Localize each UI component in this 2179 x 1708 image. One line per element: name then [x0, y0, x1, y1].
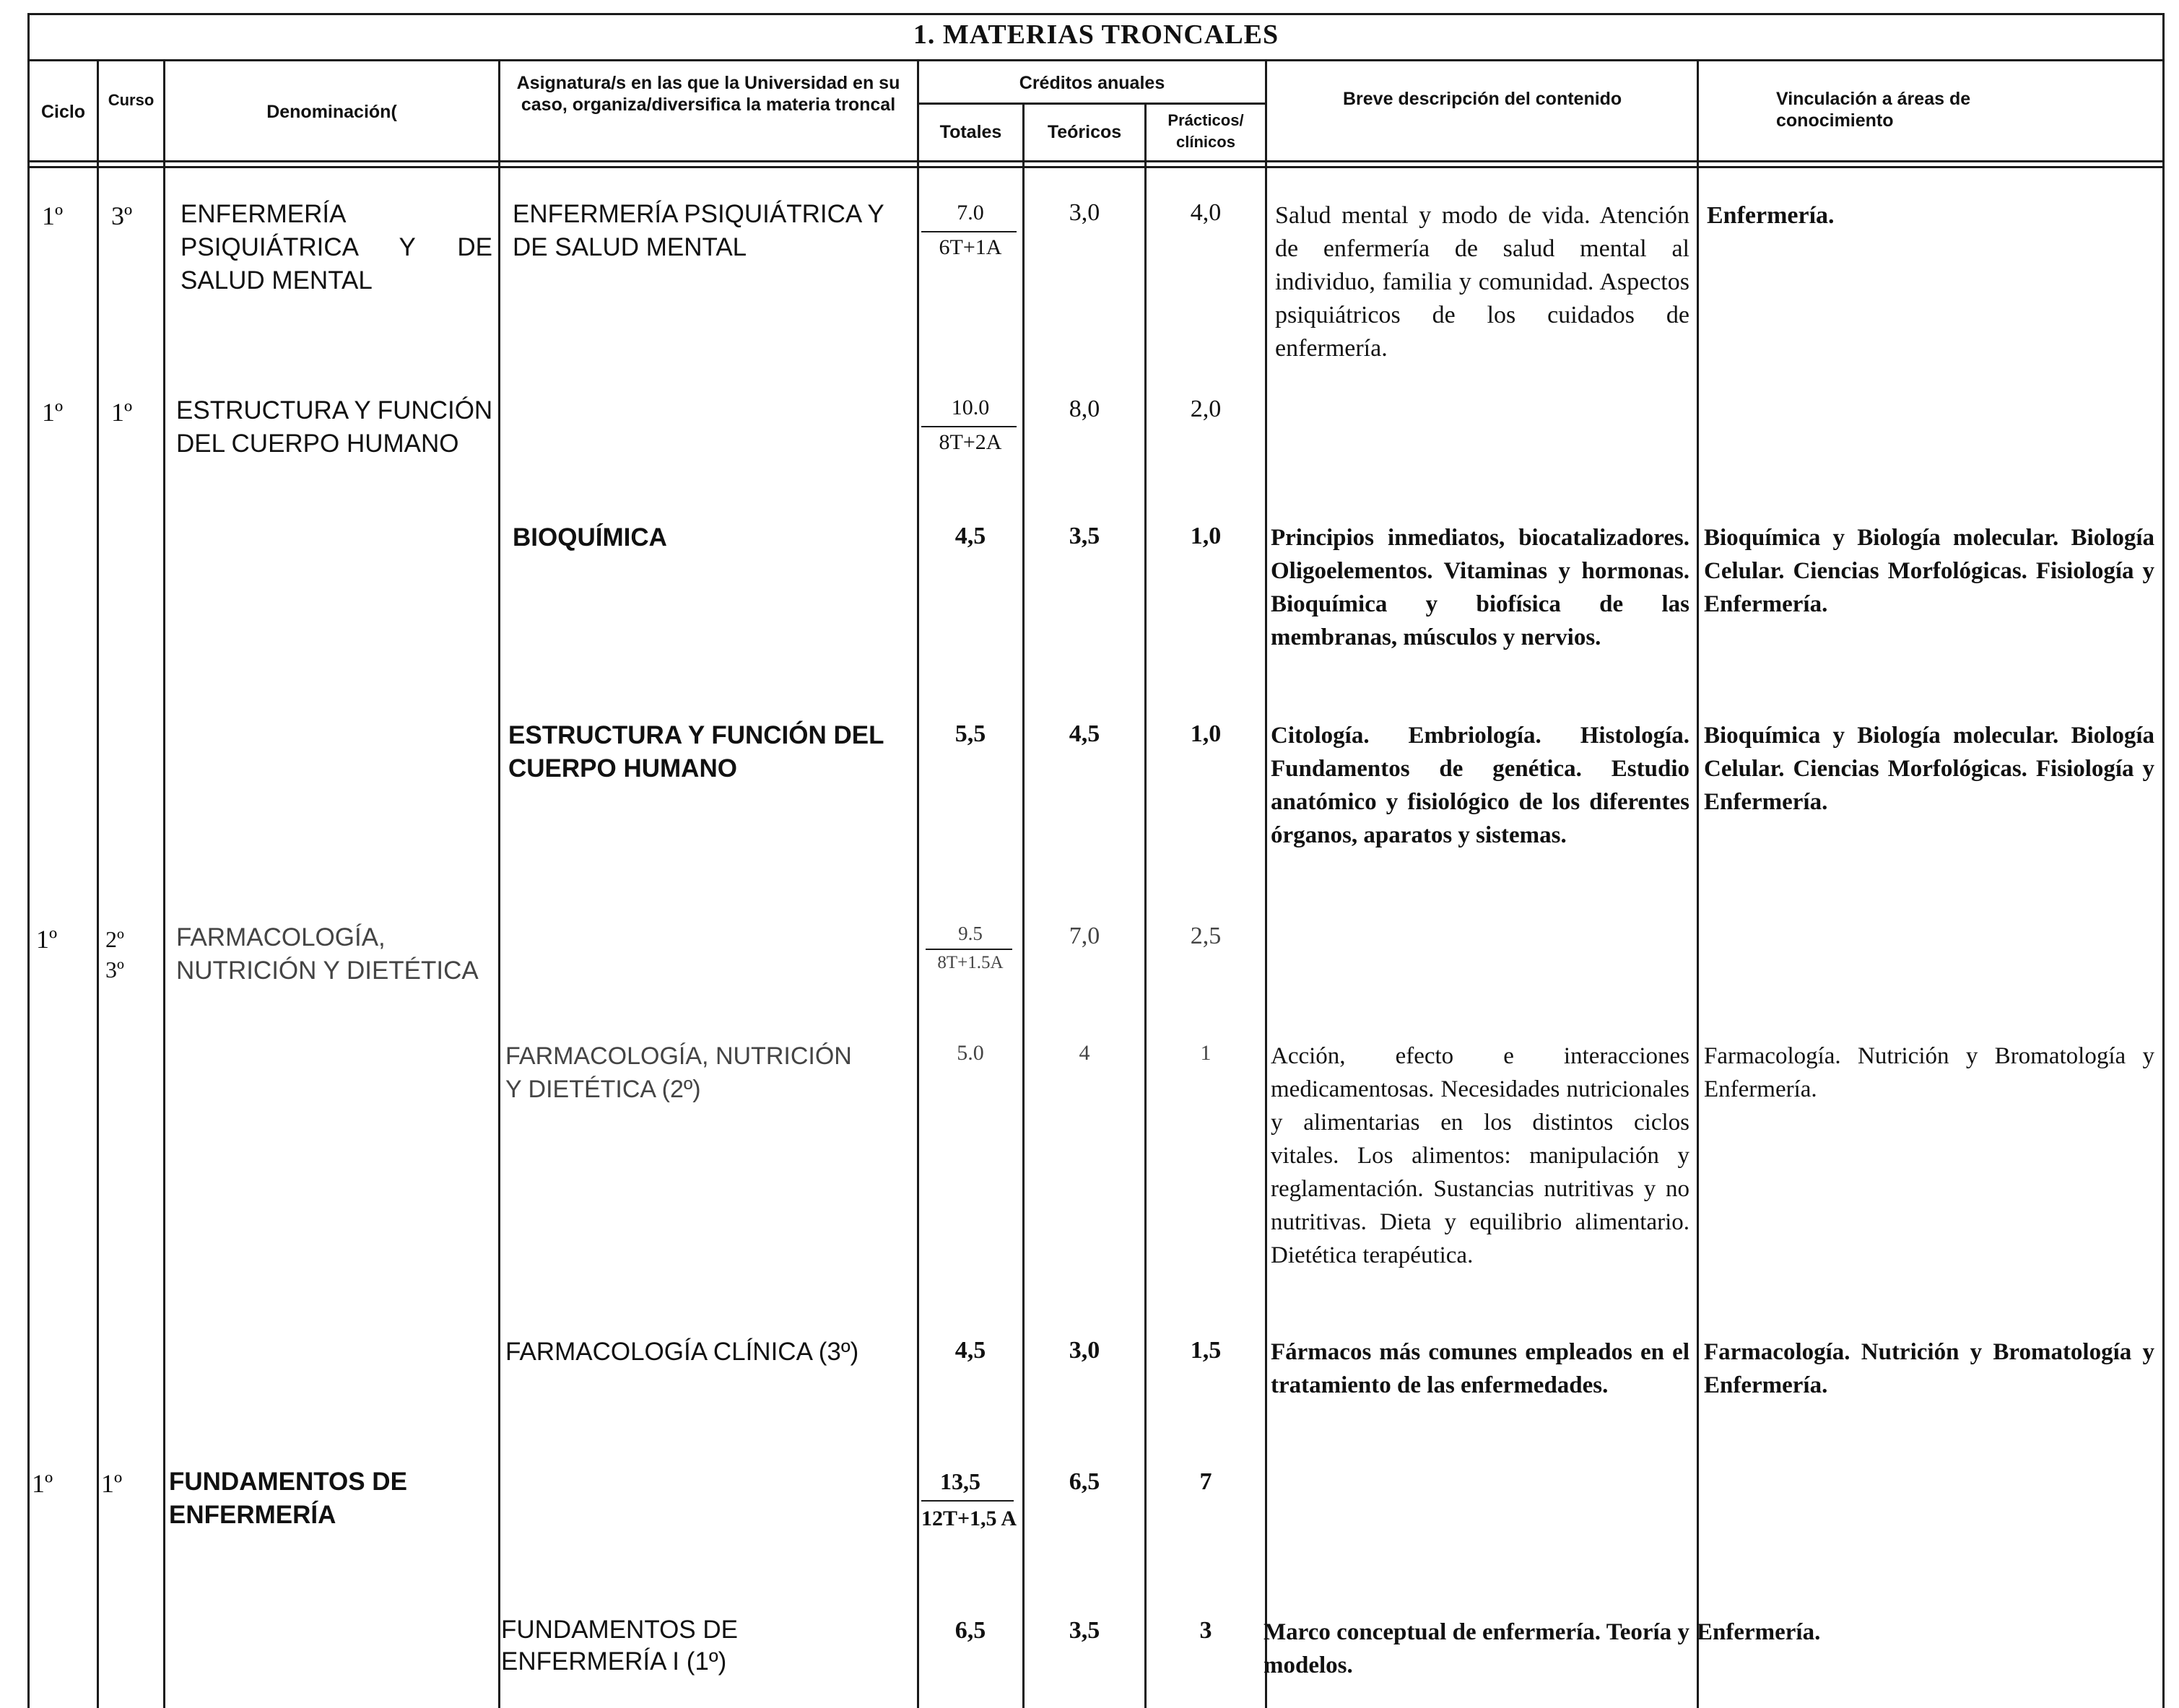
row6-totales: 5.0	[957, 1041, 984, 1065]
header-totales: Totales	[939, 122, 1002, 142]
row1-practicos: 4,0	[1190, 199, 1222, 226]
row9-vinculacion: Enfermería.	[1697, 1619, 1821, 1645]
column-divider-teoricos	[1144, 103, 1147, 1708]
row5-fraction-line	[926, 949, 1012, 950]
row8-teoricos: 6,5	[1069, 1468, 1100, 1495]
column-divider-asignatura	[917, 59, 919, 1708]
row1-denominacion: ENFERMERÍA PSIQUIÁTRICA Y DE SALUD MENTAL	[181, 200, 492, 295]
row8-curso: 1º	[101, 1469, 123, 1498]
header-creditos-anuales: Créditos anuales	[1019, 73, 1165, 93]
table-title: 1. MATERIAS TRONCALES	[913, 19, 1279, 50]
row4-vinculacion: Bioquímica y Biología molecular. Biología Celular. Ciencias Morfológicas. Fisiología y Enfermería.	[1704, 723, 2154, 815]
row2-totales-bottom: 8T+2A	[939, 430, 1002, 454]
header-descripcion: Breve descripción del contenido	[1343, 89, 1622, 109]
row1-teoricos: 3,0	[1069, 199, 1100, 226]
row9-asignatura: FUNDAMENTOS DE ENFERMERÍA I (1º)	[501, 1616, 738, 1676]
row1-fraction-line	[921, 231, 1017, 232]
header-asignaturas: Asignatura/s en las que la Universidad en su caso, organiza/diversifica la materia troncal	[516, 73, 900, 115]
row5-teoricos: 7,0	[1069, 923, 1100, 949]
row5-practicos: 2,5	[1190, 923, 1222, 949]
row4-practicos: 1,0	[1190, 720, 1222, 747]
row5-denominacion: FARMACOLOGÍA, NUTRICIÓN Y DIETÉTICA	[176, 923, 479, 985]
row9-descripcion: Marco conceptual de enfermería. Teoría y modelos.	[1264, 1619, 1689, 1678]
row8-fraction-line	[921, 1500, 1014, 1502]
creditos-subheader-border	[917, 103, 1265, 105]
row1-totales-bottom: 6T+1A	[939, 235, 1002, 259]
row3-totales: 4,5	[954, 523, 986, 549]
row8-totales	[898, 1468, 1022, 1569]
row1-ciclo: 1º	[42, 201, 64, 230]
row6-teoricos: 4	[1079, 1041, 1090, 1065]
row2-teoricos: 8,0	[1069, 396, 1100, 422]
table-right-border	[2162, 13, 2165, 1708]
column-divider-totales	[1022, 103, 1025, 1708]
row9-totales: 6,5	[954, 1617, 986, 1644]
column-divider-descripcion	[1697, 59, 1699, 1708]
title-bottom-border	[27, 59, 2165, 61]
row2-curso: 1º	[111, 398, 133, 427]
row6-descripcion: Acción, efecto e interacciones medicamentosas. Necesidades nutricionales y alimentarias en los distintos ciclos vitales. Los alimentos: manipulación y reglamentación. Sustancias nutritivas y no nutritivas. Dieta y equilibrio alimentario. Dietética terapéutica.	[1271, 1043, 1689, 1268]
header-teoricos: Teóricos	[1047, 122, 1122, 142]
row4-descripcion: Citología. Embriología. Histología. Fundamentos de genética. Estudio anatómico y fisiológico de los diferentes órganos, aparatos y sistemas.	[1271, 723, 1689, 848]
row1-curso: 3º	[111, 201, 133, 230]
header-ciclo: Ciclo	[40, 102, 86, 122]
row6-practicos: 1	[1200, 1041, 1212, 1065]
row5-totales-bottom: 8T+1.5A	[937, 953, 1004, 972]
row1-descripcion: Salud mental y modo de vida. Atención de enfermería de salud mental al individuo, familia y comunidad. Aspectos psiquiátricos de los cuidados de enfermería.	[1275, 202, 1689, 362]
row2-practicos: 2,0	[1190, 396, 1222, 422]
column-divider-curso	[163, 59, 165, 1708]
row1-asignatura: ENFERMERÍA PSIQUIÁTRICA Y DE SALUD MENTAL	[513, 200, 884, 261]
row7-vinculacion: Farmacología. Nutrición y Bromatología y Enfermería.	[1704, 1339, 2154, 1398]
row3-vinculacion: Bioquímica y Biología molecular. Biología Celular. Ciencias Morfológicas. Fisiología y Enfermería.	[1704, 525, 2154, 617]
row8-totales-bottom: 12T+1,5 A	[921, 1507, 1017, 1530]
row5-totales	[918, 923, 1022, 995]
row8-practicos: 7	[1199, 1468, 1212, 1495]
row9-practicos: 3	[1199, 1617, 1212, 1644]
row7-teoricos: 3,0	[1069, 1337, 1100, 1364]
row2-ciclo: 1º	[42, 398, 64, 427]
row3-asignatura: BIOQUÍMICA	[513, 523, 667, 552]
row2-totales	[918, 396, 1022, 468]
header-bottom-border-2	[27, 166, 2165, 168]
row4-totales: 5,5	[954, 720, 986, 747]
row1-totales	[918, 201, 1022, 273]
column-divider-left	[27, 13, 30, 1708]
table-top-border	[27, 13, 2165, 15]
row2-denominacion: ESTRUCTURA Y FUNCIÓN DEL CUERPO HUMANO	[176, 396, 493, 458]
row7-totales: 4,5	[954, 1337, 986, 1364]
row8-ciclo: 1º	[32, 1469, 53, 1498]
header-denominacion: Denominación(	[266, 102, 397, 122]
row3-descripcion: Principios inmediatos, biocatalizadores. Oligoelementos. Vitaminas y hormonas. Bioquímica y biofísica de las membranas, músculos y nervios.	[1271, 525, 1689, 650]
row4-asignatura: ESTRUCTURA Y FUNCIÓN DEL CUERPO HUMANO	[508, 721, 884, 783]
row9-teoricos: 3,5	[1069, 1617, 1100, 1644]
header-bottom-border	[27, 160, 2165, 162]
row5-curso-a: 2º	[105, 926, 124, 952]
row6-vinculacion: Farmacología. Nutrición y Bromatología y Enfermería.	[1704, 1043, 2154, 1102]
header-vinculacion: Vinculación a áreas de conocimiento	[1776, 89, 1971, 131]
row7-asignatura: FARMACOLOGÍA CLÍNICA (3º)	[505, 1338, 859, 1366]
row8-denominacion: FUNDAMENTOS DE ENFERMERÍA	[169, 1468, 407, 1529]
row5-curso-b: 3º	[105, 957, 124, 982]
row2-fraction-line	[921, 426, 1017, 427]
row7-descripcion: Fármacos más comunes empleados en el tratamiento de las enfermedades.	[1271, 1339, 1689, 1398]
row3-practicos: 1,0	[1190, 523, 1222, 549]
row5-ciclo: 1º	[36, 925, 58, 954]
row6-asignatura: FARMACOLOGÍA, NUTRICIÓN Y DIETÉTICA (2º)	[505, 1042, 852, 1103]
row5-totales-top: 9.5	[958, 923, 983, 944]
column-divider-denominacion	[498, 59, 500, 1708]
column-divider-practicos	[1265, 59, 1267, 1708]
column-divider-ciclo	[97, 59, 99, 1708]
row4-teoricos: 4,5	[1069, 720, 1100, 747]
row3-teoricos: 3,5	[1069, 523, 1100, 549]
row2-totales-top: 10.0	[951, 396, 990, 419]
row8-totales-top: 13,5	[940, 1468, 980, 1494]
row1-totales-top: 7.0	[957, 201, 984, 225]
header-curso: Curso	[108, 91, 155, 109]
header-practicos: Prácticos/ clínicos	[1167, 111, 1244, 151]
row7-practicos: 1,5	[1190, 1337, 1222, 1364]
row1-vinculacion: Enfermería.	[1707, 202, 1835, 229]
